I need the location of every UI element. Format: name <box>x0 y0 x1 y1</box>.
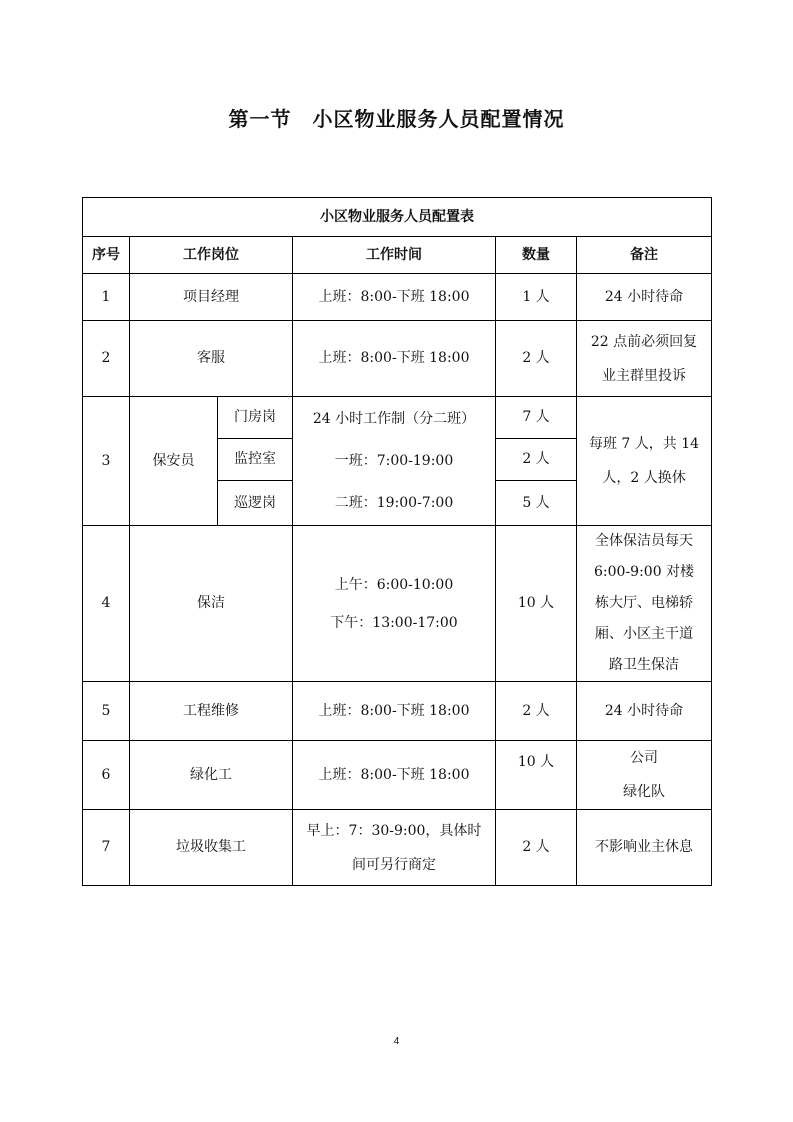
time-line: 一班：7:00-19:00 <box>334 453 454 469</box>
header-time: 工作时间 <box>293 237 496 274</box>
cell-post: 工程维修 <box>130 682 293 741</box>
note-line: 路卫生保洁 <box>609 657 680 673</box>
cell-time: 上班：8:00-下班 18:00 <box>293 741 496 810</box>
header-note: 备注 <box>577 237 712 274</box>
cell-post: 项目经理 <box>130 274 293 321</box>
header-post: 工作岗位 <box>130 237 293 274</box>
cell-post: 垃圾收集工 <box>130 810 293 886</box>
cell-subpost: 监控室 <box>218 439 293 481</box>
cell-post: 客服 <box>130 321 293 397</box>
note-line: 6:00-9:00 对楼 <box>594 564 695 580</box>
note-line: 栋大厅、电梯轿 <box>595 595 694 611</box>
note-line: 人，2 人换休 <box>602 470 686 486</box>
cell-note: 不影响业主休息 <box>577 810 712 886</box>
table-row <box>83 526 712 682</box>
table-header-row <box>83 237 712 274</box>
note-line: 业主群里投诉 <box>602 367 687 384</box>
cell-no: 2 <box>83 321 130 397</box>
cell-time: 上班：8:00-下班 18:00 <box>293 321 496 397</box>
note-line: 公司 <box>630 750 659 766</box>
cell-no: 6 <box>83 741 130 810</box>
cell-no: 1 <box>83 274 130 321</box>
time-line: 间可另行商定 <box>352 856 436 873</box>
cell-count: 7 人 <box>496 397 577 439</box>
table-row <box>83 397 712 439</box>
table-caption: 小区物业服务人员配置表 <box>83 198 712 237</box>
note-line: 厢、小区主干道 <box>595 626 694 642</box>
time-line: 早上：7：30-9:00，具体时 <box>306 822 482 839</box>
cell-note: 24 小时待命 <box>577 274 712 321</box>
table-row <box>83 321 712 397</box>
cell-note <box>577 321 712 397</box>
cell-post: 保安员 <box>130 397 218 526</box>
cell-no: 4 <box>83 526 130 682</box>
cell-count: 10 人 <box>496 526 577 682</box>
cell-count: 2 人 <box>496 321 577 397</box>
cell-count: 2 人 <box>496 439 577 481</box>
cell-post: 保洁 <box>130 526 293 682</box>
cell-time: 上班：8:00-下班 18:00 <box>293 682 496 741</box>
note-line: 22 点前必须回复 <box>590 333 698 350</box>
header-count: 数量 <box>496 237 577 274</box>
cell-count: 2 人 <box>496 682 577 741</box>
table-row <box>83 682 712 741</box>
cell-count: 2 人 <box>496 810 577 886</box>
cell-post: 绿化工 <box>130 741 293 810</box>
cell-note <box>577 741 712 810</box>
cell-no: 7 <box>83 810 130 886</box>
table-row <box>83 741 712 810</box>
cell-time <box>293 397 496 526</box>
cell-subpost: 门房岗 <box>218 397 293 439</box>
note-line: 绿化队 <box>623 784 666 800</box>
table-row <box>83 274 712 321</box>
cell-no: 5 <box>83 682 130 741</box>
cell-count: 10 人 <box>496 741 577 810</box>
cell-count: 1 人 <box>496 274 577 321</box>
time-line: 二班：19:00-7:00 <box>334 495 454 511</box>
time-line: 24 小时工作制（分二班） <box>312 411 476 427</box>
cell-note <box>577 397 712 526</box>
table-row <box>83 810 712 886</box>
cell-note <box>577 526 712 682</box>
note-line: 全体保洁员每天 <box>595 533 694 549</box>
staff-allocation-table <box>82 197 712 886</box>
header-no: 序号 <box>83 237 130 274</box>
cell-subpost: 巡逻岗 <box>218 481 293 526</box>
cell-time: 上班：8:00-下班 18:00 <box>293 274 496 321</box>
time-line: 上午：6:00-10:00 <box>334 576 454 593</box>
page-number: 4 <box>393 1036 400 1047</box>
section-title: 第一节 小区物业服务人员配置情况 <box>228 107 565 131</box>
time-line: 下午：13:00-17:00 <box>330 614 458 631</box>
cell-note: 24 小时待命 <box>577 682 712 741</box>
note-line: 每班 7 人，共 14 <box>588 436 700 452</box>
cell-no: 3 <box>83 397 130 526</box>
cell-time <box>293 810 496 886</box>
cell-time <box>293 526 496 682</box>
cell-count: 5 人 <box>496 481 577 526</box>
